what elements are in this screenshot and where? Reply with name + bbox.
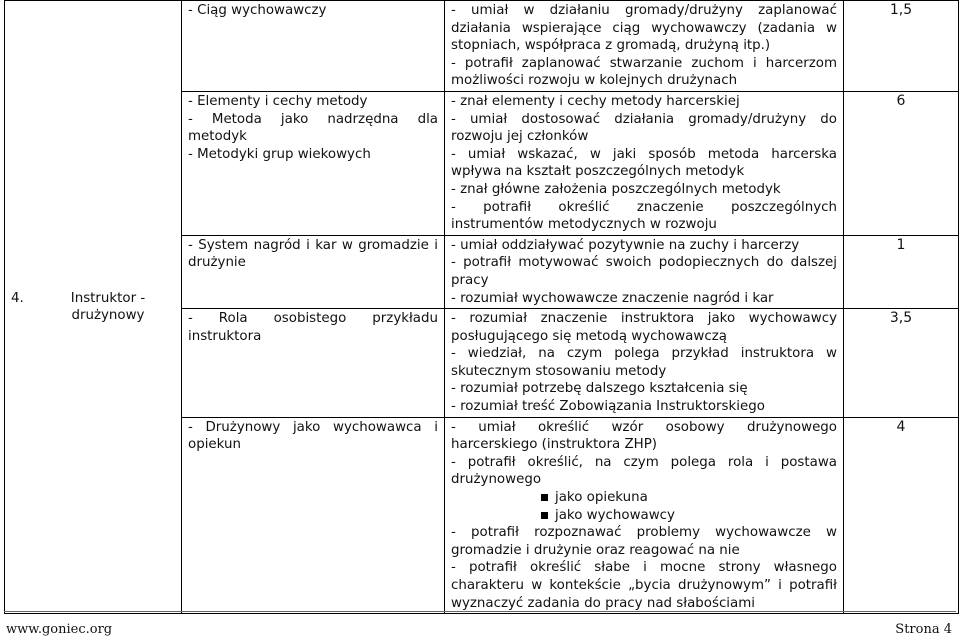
topic-line: metodyk (188, 129, 247, 145)
bullet-item: jako wychowawcy (451, 507, 837, 525)
requirement-line: - rozumiał wychowawcze znaczenie nagród i kar (451, 290, 774, 306)
topic-cell (182, 91, 445, 235)
requirement-line: posługującego się metodą wychowawczą (451, 328, 727, 344)
footer-divider (4, 611, 956, 612)
topic-line: - Metoda jako nadrzędna dla (188, 111, 438, 127)
topic-cell (182, 235, 445, 308)
topic-line: - Elementy i cechy metody (188, 93, 368, 109)
points-value: 4 (896, 418, 906, 435)
requirement-line: wyznaczyć zadania do pracy nad słabościami (451, 595, 756, 611)
requirement-line: skutecznym stosowaniu metody (451, 363, 667, 379)
requirement-line: działania wspierające ciąg wychowawczy (zadania w (451, 20, 837, 36)
requirement-line: rozwoju jej członków (451, 129, 589, 145)
requirement-line: harcerskiego (instruktora ZHP) (451, 437, 658, 453)
requirement-line: możliwości rozwoju w kolejnych drużynach (451, 73, 738, 89)
section-number: 4. (11, 290, 24, 306)
bullet-item: jako opiekuna (451, 489, 837, 507)
topic-line: - Metodyki grup wiekowych (188, 146, 371, 162)
points-value: 3,5 (889, 310, 913, 327)
requirement-line: - potrafił zaplanować stwarzanie zuchom i harcerzom (451, 55, 837, 71)
requirement-line: - potrafił rozpoznawać problemy wychowawcze w (451, 525, 837, 541)
topic-line: - System nagród i kar w gromadzie i (188, 237, 438, 253)
requirement-line: - umiał dostosować działania gromady/drużyny do (451, 111, 837, 127)
topic-cell (182, 417, 445, 614)
requirement-line: - umiał wskazać, w jaki sposób metoda harcerska (451, 146, 837, 162)
points-cell (844, 417, 959, 614)
points-cell (844, 309, 959, 418)
requirement-line: stopniach, współpraca z gromadą, drużyną itp.) (451, 38, 771, 54)
points-value: 1,5 (889, 2, 913, 18)
requirement-line: gromadzie i drużynie oraz reagować na nie (451, 542, 740, 558)
requirement-line: - potrafił motywować swoich podopiecznych do dalszej (451, 255, 837, 271)
topic-line: - Ciąg wychowawczy (188, 3, 327, 18)
requirement-line: - potrafił określić, na czym polega rola i postawa (451, 454, 837, 470)
requirement-line: - umiał oddziaływać pozytywnie na zuchy i harcerzy (451, 237, 800, 253)
topic-line: - Rola osobistego przykładu (188, 311, 438, 327)
topic-line: opiekun (188, 437, 241, 453)
requirement-line: - potrafił określić słabe i mocne strony własnego (451, 560, 837, 576)
topic-cell (182, 1, 445, 92)
requirements-cell (445, 91, 844, 235)
section-name-line: Instruktor - (70, 290, 146, 306)
points-value: 1 (896, 236, 906, 253)
requirement-line: instrumentów metodycznych w rozwoju (451, 217, 717, 233)
points-cell (844, 91, 959, 235)
requirement-line: wpływa na kształt poszczególnych metodyk (451, 164, 745, 180)
points-value: 6 (896, 92, 906, 109)
footer-site: www.goniec.org (6, 622, 113, 637)
requirement-line: - rozumiał potrzebę dalszego kształcenia się (451, 381, 748, 397)
section-cell (5, 1, 182, 614)
requirement-line: pracy (451, 272, 489, 288)
topic-line: drużynie (188, 255, 246, 271)
requirements-cell (445, 309, 844, 418)
requirement-line: - umiał w działaniu gromady/drużyny zaplanować (451, 3, 837, 18)
footer-page-number: Strona 4 (895, 622, 952, 637)
requirements-cell (445, 417, 844, 614)
requirements-cell (445, 1, 844, 92)
requirement-line: - rozumiał treść Zobowiązania Instruktorskiego (451, 399, 765, 415)
requirement-line: drużynowego (451, 472, 542, 488)
requirement-line: - znał główne założenia poszczególnych metodyk (451, 181, 781, 197)
requirements-table (4, 0, 959, 614)
points-cell (844, 235, 959, 308)
requirement-line: - potrafił określić znaczenie poszczególnych (451, 199, 837, 215)
requirements-cell (445, 235, 844, 308)
table-row (5, 1, 959, 92)
section-name-line: drużynowy (71, 308, 145, 324)
topic-cell (182, 309, 445, 418)
topic-line: - Drużynowy jako wychowawca i (188, 419, 438, 435)
requirement-line: - wiedział, na czym polega przykład instruktora w (451, 346, 837, 362)
requirement-line: - umiał określić wzór osobowy drużynowego (451, 419, 837, 435)
requirement-line: - rozumiał znaczenie instruktora jako wychowawcy (451, 311, 837, 327)
points-cell (844, 1, 959, 92)
requirement-line: - znał elementy i cechy metody harcerskiej (451, 93, 740, 109)
requirement-line: charakteru w kontekście „bycia drużynowym” i potrafił (451, 578, 837, 593)
topic-line: instruktora (188, 328, 262, 344)
